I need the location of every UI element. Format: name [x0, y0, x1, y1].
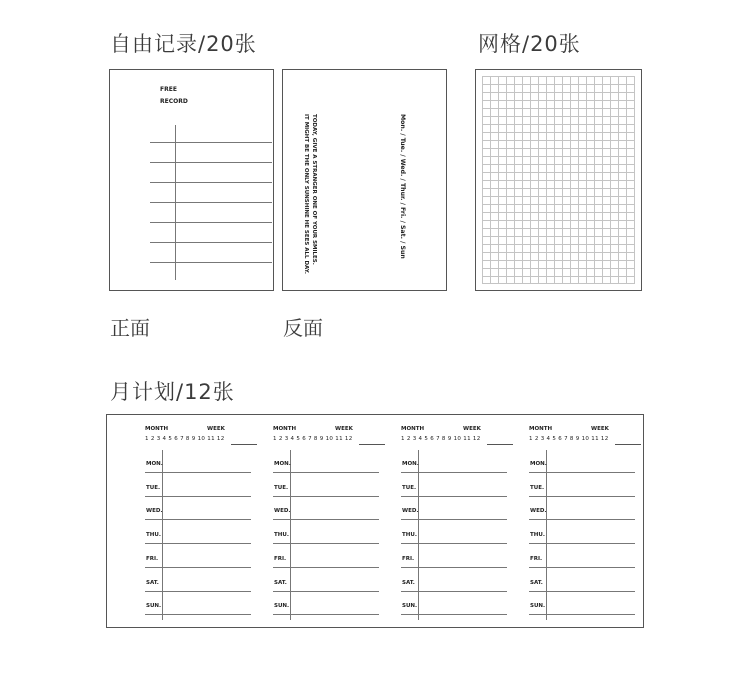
- front-card-rule: [150, 202, 272, 203]
- day-rule: [273, 519, 379, 520]
- monthly-plan-sheet: [106, 414, 644, 628]
- day-rule: [401, 543, 507, 544]
- back-card-weekdays: Mon. / Tue. / Wed. / Thur. / Fri. / Sat. / Sun: [399, 114, 406, 259]
- grid-heading: 网格/20张: [478, 32, 581, 56]
- day-rule: [401, 614, 507, 615]
- grid-pattern: [482, 76, 635, 284]
- month-label: MONTH: [529, 426, 553, 432]
- day-label: MON.: [530, 461, 547, 467]
- day-label: FRI.: [530, 555, 543, 562]
- day-label: THU.: [530, 532, 545, 539]
- day-label: THU.: [402, 532, 417, 539]
- day-label: SAT.: [146, 579, 159, 586]
- day-label: WED.: [402, 508, 419, 515]
- day-rule: [273, 614, 379, 615]
- week-line: [487, 444, 513, 445]
- day-label: WED.: [274, 508, 291, 515]
- monthly-plan-column: [401, 426, 521, 626]
- day-rule: [145, 591, 251, 592]
- day-rule: [529, 519, 635, 520]
- day-rule: [145, 614, 251, 615]
- day-rule: [145, 543, 251, 544]
- day-rule: [145, 519, 251, 520]
- front-card-title-2: RECORD: [160, 98, 188, 105]
- day-rule: [401, 496, 507, 497]
- day-rule: [273, 567, 379, 568]
- day-label: SUN.: [274, 603, 290, 610]
- day-rule: [273, 591, 379, 592]
- week-label: WEEK: [463, 426, 481, 432]
- day-column-divider: [418, 450, 419, 620]
- day-label: SAT.: [530, 579, 543, 586]
- month-numbers: 1 2 3 4 5 6 7 8 9 10 11 12: [401, 436, 481, 442]
- week-label: WEEK: [591, 426, 609, 432]
- month-label: MONTH: [145, 426, 169, 432]
- day-rule: [401, 472, 507, 473]
- front-card-title-1: FREE: [160, 86, 177, 93]
- front-card-rule: [150, 262, 272, 263]
- day-rule: [529, 543, 635, 544]
- week-line: [231, 444, 257, 445]
- day-label: TUE.: [530, 484, 545, 491]
- back-caption: 反面: [283, 316, 323, 340]
- month-label: MONTH: [273, 426, 297, 432]
- month-numbers: 1 2 3 4 5 6 7 8 9 10 11 12: [529, 436, 609, 442]
- week-label: WEEK: [207, 426, 225, 432]
- day-rule: [145, 472, 251, 473]
- day-rule: [273, 543, 379, 544]
- day-label: FRI.: [402, 555, 415, 562]
- monthly-plan-column: [273, 426, 393, 626]
- day-column-divider: [546, 450, 547, 620]
- front-caption: 正面: [110, 316, 150, 340]
- day-label: MON.: [274, 461, 291, 467]
- day-rule: [529, 614, 635, 615]
- month-numbers: 1 2 3 4 5 6 7 8 9 10 11 12: [273, 436, 353, 442]
- day-label: WED.: [530, 508, 547, 515]
- front-card-rule: [150, 182, 272, 183]
- week-line: [359, 444, 385, 445]
- day-label: THU.: [146, 532, 161, 539]
- back-card-quote-2: IT MIGHT BE THE ONLY SUNSHINE HE SEES ALL DAY.: [303, 114, 309, 274]
- monthly-plan-column: [529, 426, 649, 626]
- front-card-rule: [150, 222, 272, 223]
- day-column-divider: [290, 450, 291, 620]
- front-card-rule: [150, 242, 272, 243]
- day-label: FRI.: [146, 555, 159, 562]
- day-label: TUE.: [274, 484, 289, 491]
- month-numbers: 1 2 3 4 5 6 7 8 9 10 11 12: [145, 436, 225, 442]
- front-card-rule: [150, 142, 272, 143]
- monthly-plan-column: [145, 426, 265, 626]
- back-card: [282, 69, 447, 291]
- day-label: THU.: [274, 532, 289, 539]
- day-label: MON.: [402, 461, 419, 467]
- day-column-divider: [162, 450, 163, 620]
- day-label: SUN.: [402, 603, 418, 610]
- day-rule: [145, 567, 251, 568]
- day-label: FRI.: [274, 555, 287, 562]
- day-rule: [529, 472, 635, 473]
- day-label: SAT.: [402, 579, 415, 586]
- day-rule: [401, 591, 507, 592]
- day-rule: [529, 591, 635, 592]
- week-label: WEEK: [335, 426, 353, 432]
- monthly-plan-heading: 月计划/12张: [110, 380, 235, 404]
- front-card-rule: [150, 162, 272, 163]
- day-label: TUE.: [146, 484, 161, 491]
- day-rule: [401, 519, 507, 520]
- grid-card: [475, 69, 642, 291]
- day-label: TUE.: [402, 484, 417, 491]
- month-label: MONTH: [401, 426, 425, 432]
- day-rule: [145, 496, 251, 497]
- day-rule: [401, 567, 507, 568]
- day-label: SAT.: [274, 579, 287, 586]
- free-record-heading: 自由记录/20张: [110, 32, 257, 56]
- day-label: SUN.: [146, 603, 162, 610]
- day-label: WED.: [146, 508, 163, 515]
- day-label: MON.: [146, 461, 163, 467]
- front-card: [109, 69, 274, 291]
- day-rule: [273, 472, 379, 473]
- day-label: SUN.: [530, 603, 546, 610]
- day-rule: [273, 496, 379, 497]
- day-rule: [529, 496, 635, 497]
- back-card-quote-1: TODAY, GIVE A STRANGER ONE OF YOUR SMILES.: [311, 114, 317, 265]
- week-line: [615, 444, 641, 445]
- day-rule: [529, 567, 635, 568]
